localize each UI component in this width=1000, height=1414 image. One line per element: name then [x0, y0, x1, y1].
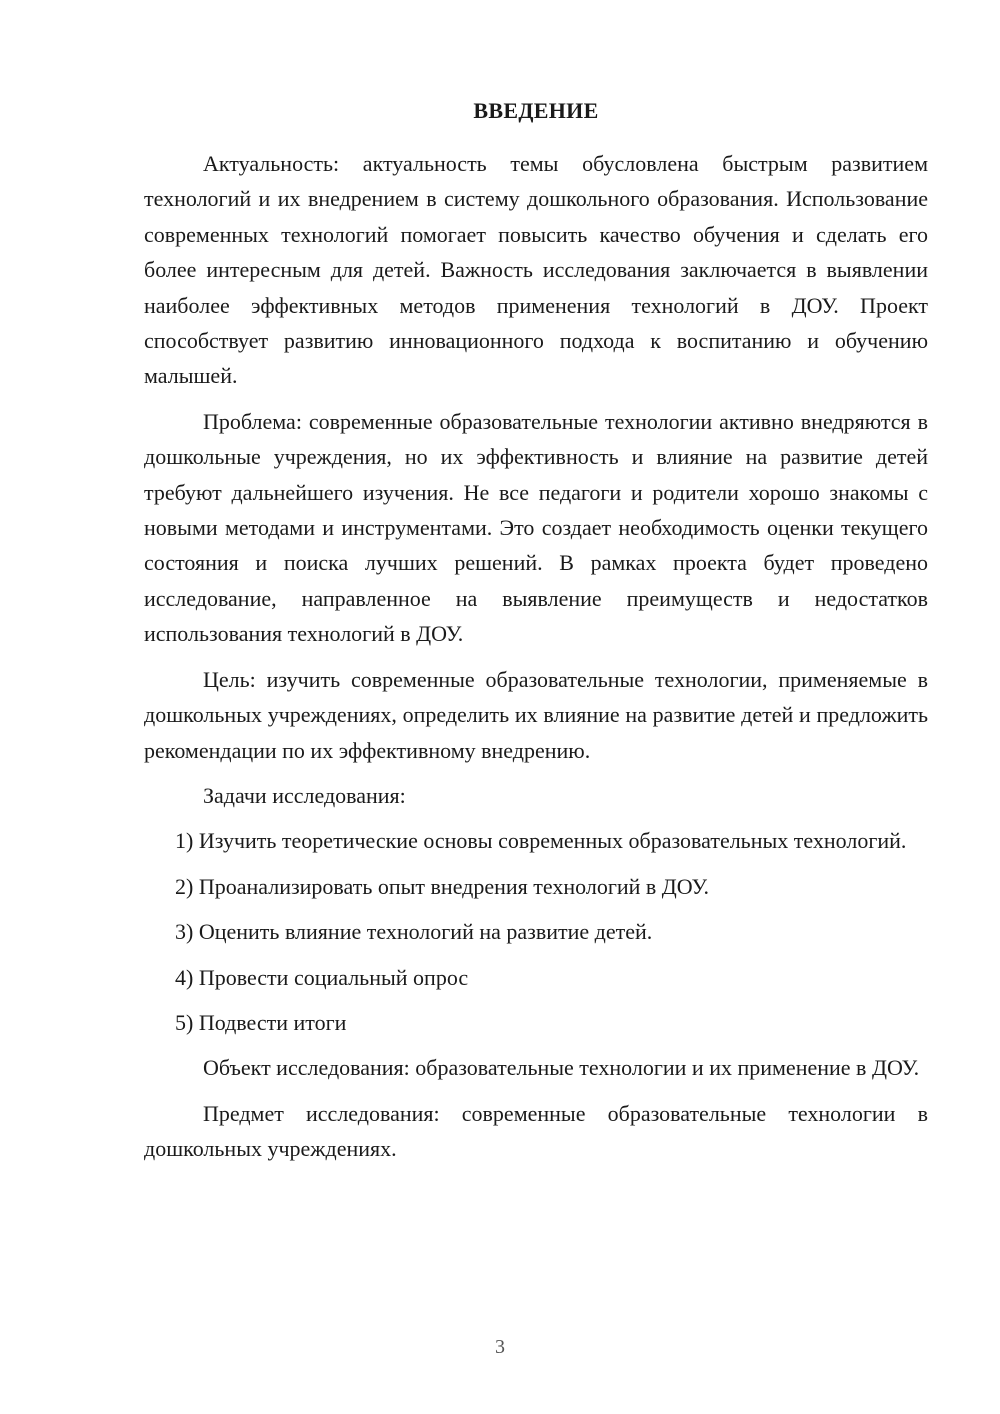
- task-item-5: 5) Подвести итоги: [175, 1009, 347, 1035]
- paragraph-goal: Цель: изучить современные образовательные технологии, применяемые в дошкольных учреждениях, определить их влияние на развитие детей и предложить рекомендации по их эффективному внедрению.: [144, 666, 928, 763]
- document-page: [144, 96, 928, 1167]
- task-item-1: 1) Изучить теоретические основы современных образовательных технологий.: [175, 828, 907, 854]
- tasks-heading: Задачи исследования:: [203, 782, 406, 808]
- paragraph-relevance: Актуальность: актуальность темы обусловлена быстрым развитием технологий и их внедрением в систему дошкольного образования. Использование современных технологий помогает повысить качество обучения и сделать его более интересным для детей. Важность исследования заключается в выявлении наиболее эффективных методов применения технологий в ДОУ. Проект способствует развитию инновационного подхода к воспитанию и обучению малышей.: [144, 151, 928, 389]
- paragraph-problem: Проблема: современные образовательные технологии активно внедряются в дошкольные учреждения, но их эффективность и влияние на развитие детей требуют дальнейшего изучения. Не все педагоги и родители хорошо знакомы с новыми методами и инструментами. Это создает необходимость оценки текущего состояния и поиска лучших решений. В рамках проекта будет проведено исследование, направленное на выявление преимуществ и недостатков использования технологий в ДОУ.: [144, 408, 928, 647]
- task-item-2: 2) Проанализировать опыт внедрения технологий в ДОУ.: [175, 873, 709, 899]
- task-item-3: 3) Оценить влияние технологий на развитие детей.: [175, 919, 653, 945]
- task-item-4: 4) Провести социальный опрос: [175, 964, 469, 990]
- paragraph-subject: Предмет исследования: современные образовательные технологии в дошкольных учреждениях.: [144, 1100, 928, 1162]
- paragraph-object: Объект исследования: образовательные технологии и их применение в ДОУ.: [203, 1055, 920, 1081]
- page-title: ВВЕДЕНИЕ: [473, 98, 599, 123]
- page-number: 3: [495, 1336, 505, 1358]
